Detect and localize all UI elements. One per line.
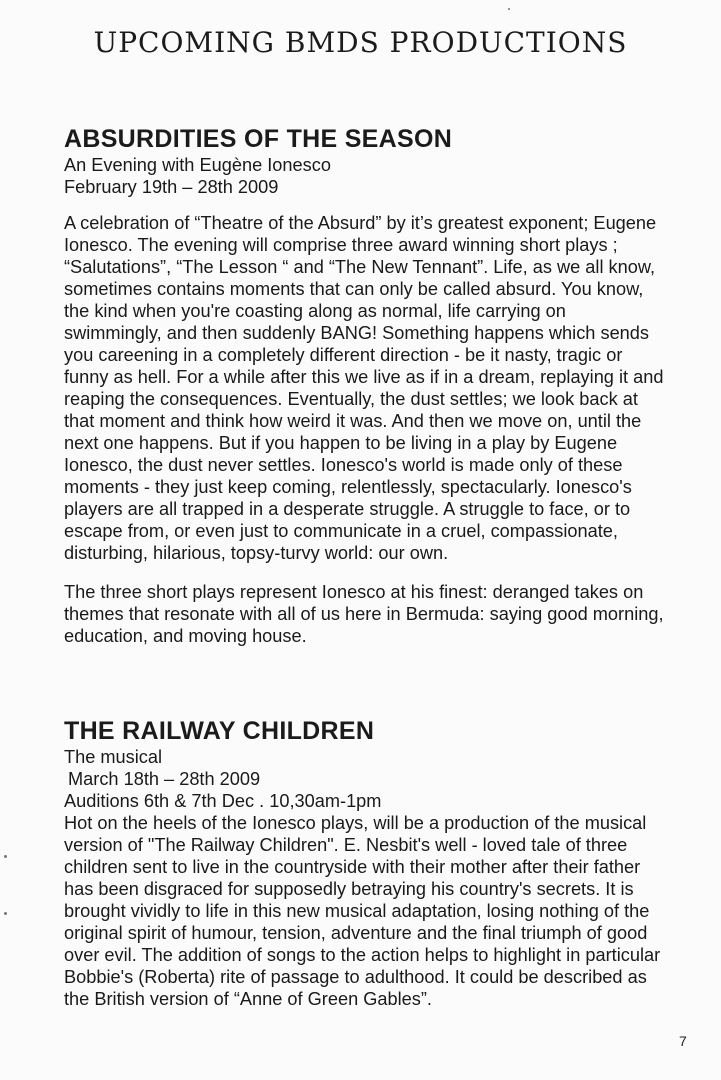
production-dates: March 18th – 28th 2009	[68, 769, 261, 789]
production-description: Hot on the heels of the Ionesco plays, will be a production of the musical version of "The Railway Children". E. Nesbit's well - loved tale of three children sent to live in the countryside with their mother after their father has been disgraced for supposedly betraying his country's secrets. It is brought vividly to life in this new musical adaptation, losing nothing of the original spirit of humour, tension, adventure and the final triumph of good over evil. The addition of songs to the action helps to highlight in particular Bobbie's (Roberta) rite of passage to adulthood. It could be described as the British version of “Anne of Green Gables”.	[64, 813, 661, 1009]
scan-speck	[508, 8, 510, 10]
production-absurdities	[64, 124, 664, 647]
production-subtitle: The musical	[64, 747, 163, 767]
scan-speck	[4, 855, 7, 858]
page-title: UPCOMING BMDS PRODUCTIONS	[93, 26, 628, 59]
page-number: 7	[679, 1033, 687, 1049]
production-description-2: The three short plays represent Ionesco at his finest: deranged takes on themes that resonate with all of us here in Bermuda: saying good morning, education, and moving house.	[64, 582, 664, 646]
production-title: THE RAILWAY CHILDREN	[64, 717, 375, 745]
production-railway-children	[64, 716, 664, 1010]
production-dates: February 19th – 28th 2009	[64, 177, 279, 197]
production-description: A celebration of “Theatre of the Absurd” by it’s greatest exponent; Eugene Ionesco. The evening will comprise three award winning short plays ; “Salutations”, “The Lesson “ and “The New Tennant”. Life, as we all know, sometimes contains moments that can only be called absurd. You know, the kind when you're coasting along as normal, life carrying on swimmingly, and then suddenly BANG! Something happens which sends you careening in a completely different direction - be it nasty, tragic or funny as hell. For a while after this we live as if in a dream, replaying it and reaping the consequences. Eventually, the dust settles; we look back at that moment and think how weird it was. And then we move on, until the next one happens. But if you happen to be living in a play by Eugene Ionesco, the dust never settles. Ionesco's world is made only of these moments - they just keep coming, relentlessly, spectacularly. Ionesco's players are all trapped in a desperate struggle. A struggle to face, or to escape from, or even just to communicate in a cruel, compassionate, disturbing, hilarious, topsy-turvy world: our own.	[64, 213, 664, 563]
production-auditions: Auditions 6th & 7th Dec . 10,30am-1pm	[64, 791, 382, 811]
production-subtitle: An Evening with Eugène Ionesco	[64, 155, 331, 175]
production-title: ABSURDITIES OF THE SEASON	[64, 125, 453, 153]
scan-speck	[4, 912, 7, 915]
